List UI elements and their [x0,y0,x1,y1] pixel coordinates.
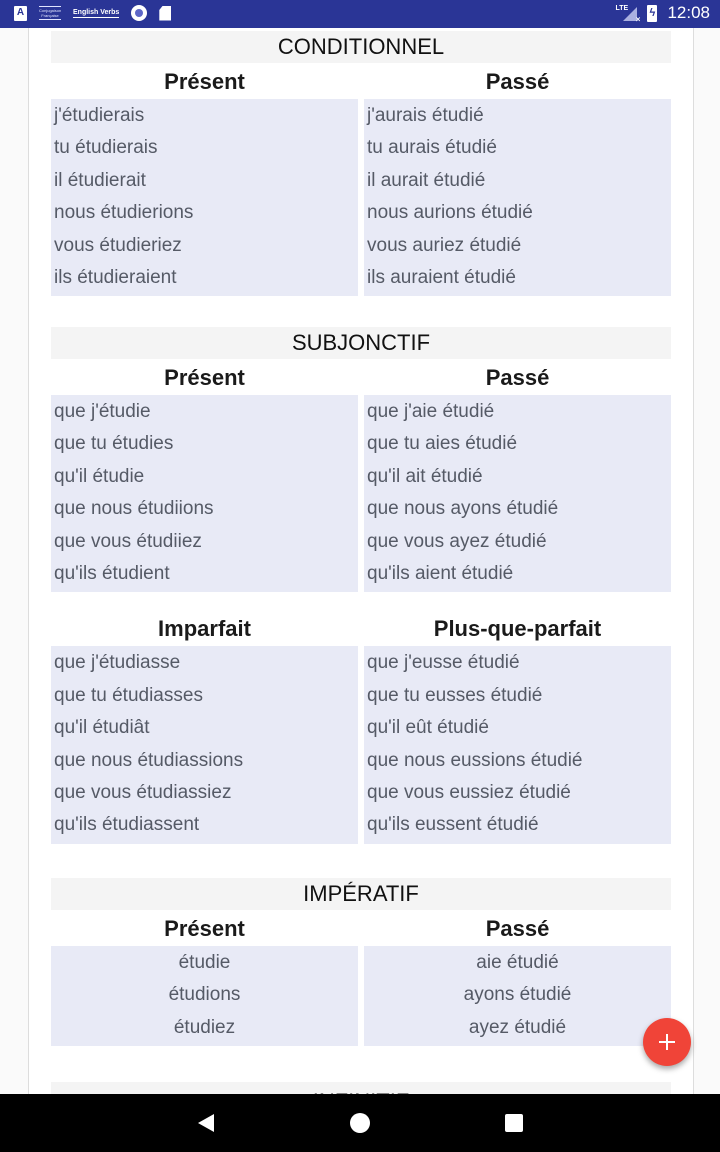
form: que nous étudiions [54,498,214,520]
section-conditionnel [51,31,671,296]
form: que vous étudiassiez [54,781,232,803]
form: que j'aie étudié [367,401,495,422]
forms-list [364,395,671,592]
tense-header: Présent [164,916,245,941]
tense-header: Passé [485,69,550,94]
form: que j'eusse étudié [367,652,520,674]
form: qu'il étudiât [54,717,150,739]
forms-list [364,99,671,296]
tense-subjonctif-present [51,359,358,592]
form: j'aurais étudié [367,105,484,126]
section-title: CONDITIONNEL [51,31,671,63]
form: étudie [178,952,231,973]
form: vous auriez étudié [367,234,522,256]
form: que nous eussions étudié [367,749,583,771]
form: ayez étudié [468,1016,567,1038]
form: ils auraient étudié [367,266,516,288]
form: que vous eussiez étudié [367,781,571,803]
form: j'étudierais [54,105,145,126]
form: étudions [168,984,241,1006]
form: que nous ayons étudié [367,498,559,520]
tense-conditionnel-passe [364,63,671,296]
form: que tu aies étudié [367,433,518,455]
english-verbs-icon: English Verbs [73,8,120,16]
form: qu'il étudie [54,465,145,487]
home-icon[interactable] [350,1113,370,1133]
record-icon [131,5,147,21]
form: nous aurions étudié [367,202,533,224]
form: que j'étudie [54,401,151,422]
form: il étudierait [54,169,146,191]
form: aie étudié [476,952,559,973]
tense-imperatif-passe [364,910,671,1046]
tense-header: Présent [164,69,245,94]
forms-list [364,946,671,1046]
form: il aurait étudié [367,169,486,191]
section-title: SUBJONCTIF [51,327,671,359]
forms-list [51,946,358,1046]
tense-imperatif-present [51,910,358,1046]
clock: 12:08 [667,3,710,22]
sd-card-icon [159,6,171,21]
form: que nous étudiassions [54,749,244,771]
conjugaison-francaise-icon: Conjugaison Française [39,8,62,18]
tense-header: Passé [485,916,550,941]
form: nous étudierions [54,202,194,224]
tense-subjonctif-plus-que-parfait [364,610,671,843]
tense-subjonctif-imparfait [51,610,358,843]
forms-list [364,646,671,843]
section-imperatif [51,878,671,1046]
section-title: IMPÉRATIF [51,878,671,910]
tense-header: Présent [164,365,245,390]
tense-header: Passé [485,365,550,390]
form: qu'ils aient étudié [367,562,514,584]
form: ils étudieraient [54,266,177,288]
add-fab-button[interactable] [643,1018,691,1066]
form: qu'ils étudiassent [54,814,200,836]
form: que vous ayez étudié [367,530,547,552]
form: que vous étudiiez [54,530,202,552]
form: ayons étudié [463,984,572,1006]
form: que j'étudiasse [54,652,181,674]
tense-header: Plus-que-parfait [433,616,602,642]
a-app-icon: A [14,6,27,21]
network-label: LTE [615,5,629,12]
forms-list [51,99,358,296]
conjugation-card [28,28,694,1094]
status-bar [0,0,720,28]
back-icon[interactable] [198,1114,214,1132]
tense-header: Imparfait [158,616,251,642]
battery-charging-icon: ϟ [647,5,657,22]
form: tu aurais étudié [367,137,497,159]
form: que tu étudiasses [54,684,203,706]
form: qu'il eût étudié [367,717,489,739]
form: vous étudieriez [54,234,182,256]
form: que tu eusses étudié [367,684,543,706]
recents-icon[interactable] [505,1114,523,1132]
tense-subjonctif-passe [364,359,671,592]
lte-signal-icon: LTE × [615,5,641,24]
form: que tu étudies [54,433,174,455]
form: qu'ils eussent étudié [367,814,539,836]
form: tu étudierais [54,137,158,159]
form: qu'il ait étudié [367,465,483,487]
form: qu'ils étudient [54,562,170,584]
forms-list [51,395,358,592]
forms-list [51,646,358,843]
form: étudiez [173,1016,236,1038]
section-subjonctif [51,327,671,844]
tense-conditionnel-present [51,63,358,296]
